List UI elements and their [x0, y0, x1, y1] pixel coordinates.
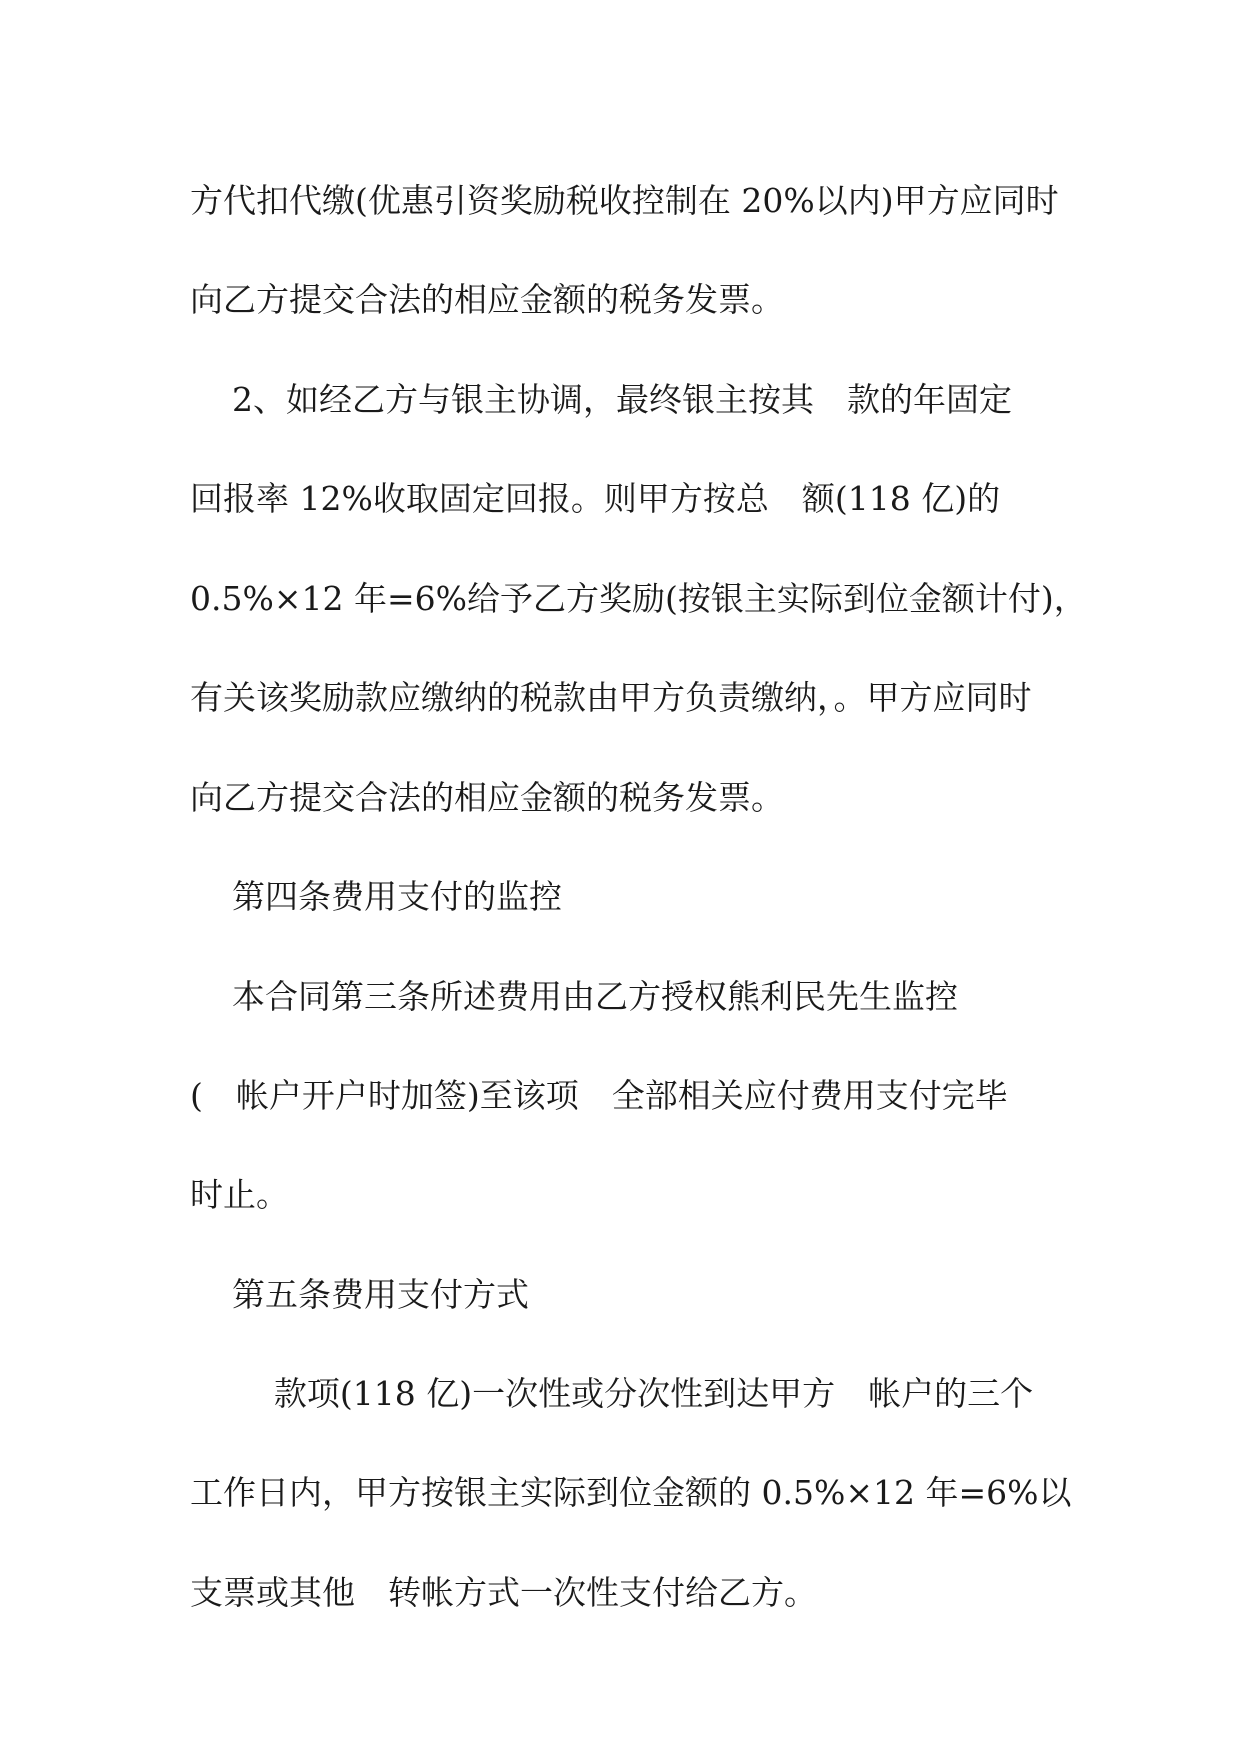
text-line: ( 帐户开户时加签)至该项 全部相关应付费用支付完毕	[190, 1076, 1008, 1115]
text-line: 款项(118 亿)一次性或分次性到达甲方 帐户的三个	[190, 1374, 1034, 1413]
text-line: 时止。	[190, 1175, 289, 1214]
text-line: 回报率 12%收取固定回报。则甲方按总 额(118 亿)的	[190, 479, 1001, 518]
text-line: 0.5%×12 年=6%给予乙方奖励(按银主实际到位金额计付)，	[190, 579, 1087, 618]
text-line: 支票或其他 转帐方式一次性支付给乙方。	[190, 1573, 817, 1612]
text-line: 2、如经乙方与银主协调，最终银主按其 款的年固定	[190, 380, 1012, 419]
section-heading: 第四条费用支付的监控	[190, 877, 562, 916]
section-heading: 第五条费用支付方式	[190, 1275, 529, 1314]
text-line: 工作日内，甲方按银主实际到位金额的 0.5%×12 年=6%以	[190, 1473, 1072, 1512]
text-line: 有关该奖励款应缴纳的税款由甲方负责缴纳，。甲方应同时	[190, 678, 1032, 717]
text-line: 本合同第三条所述费用由乙方授权熊利民先生监控	[190, 977, 958, 1016]
text-line: 向乙方提交合法的相应金额的税务发票。	[190, 280, 784, 319]
text-line: 方代扣代缴(优惠引资奖励税收控制在 20%以内)甲方应同时	[190, 181, 1059, 220]
text-line: 向乙方提交合法的相应金额的税务发票。	[190, 778, 784, 817]
